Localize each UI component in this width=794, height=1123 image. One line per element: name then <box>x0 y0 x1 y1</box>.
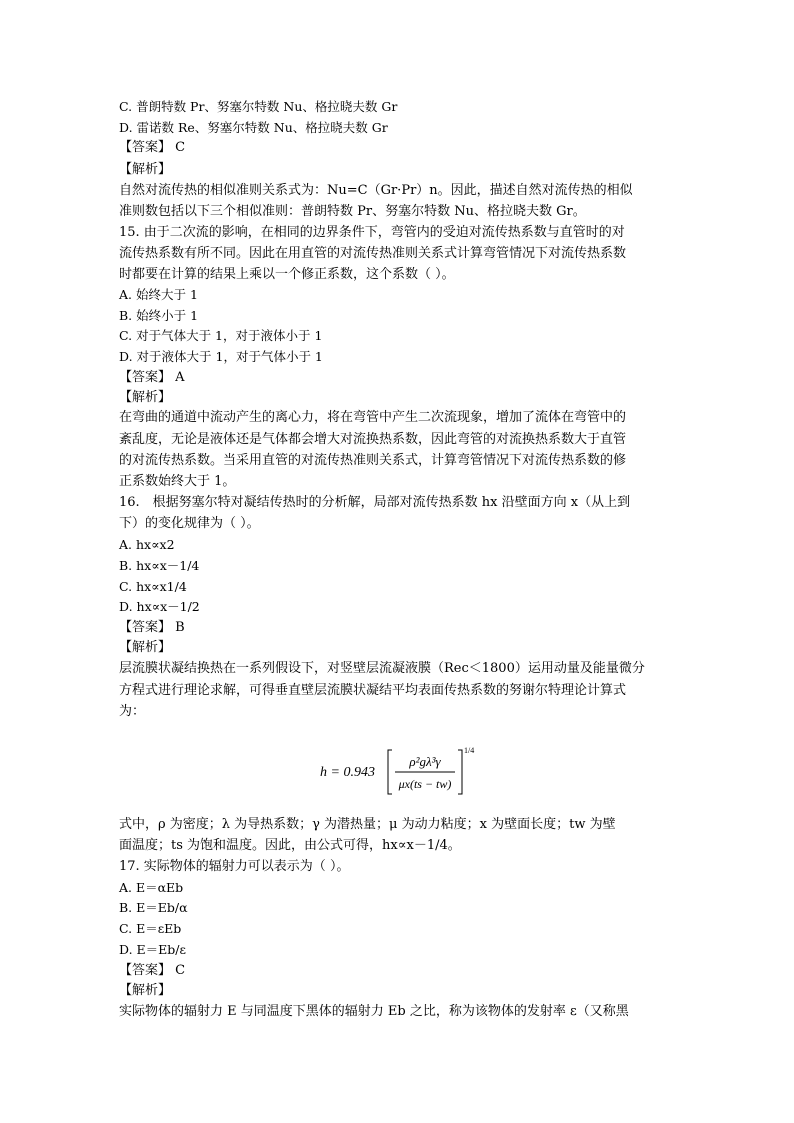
q15-option-b: B. 始终小于 1 <box>119 308 199 323</box>
q15-option-c: C. 对于气体大于 1，对于液体小于 1 <box>119 328 323 343</box>
nusselt-formula <box>318 744 478 800</box>
formula-right-bracket <box>458 750 462 794</box>
q17-option-c: C. E＝εEb <box>119 921 182 936</box>
q16-analysis-after-line-2: 面温度；ts 为饱和温度。因此，由公式可得，hx∝x－1/4。 <box>119 838 461 853</box>
formula-lhs: h = 0.943 <box>320 765 375 780</box>
q15-analysis-line-4: 正系数始终大于 1。 <box>119 474 236 489</box>
q14-option-c: C. 普朗特数 Pr、努塞尔特数 Nu、格拉晓夫数 Gr <box>119 99 398 114</box>
q15-question-line-3: 时都要在计算的结果上乘以一个修正系数，这个系数（ ）。 <box>119 267 455 282</box>
q16-analysis-line-1: 层流膜状凝结换热在一系列假设下，对竖壁层流凝液膜（Rec＜1800）运用动量及能量微分 <box>119 661 645 676</box>
q14-analysis-label: 【解析】 <box>119 162 172 177</box>
q16-option-a: A. hx∝x2 <box>119 537 175 552</box>
q17-option-b: B. E＝Eb/α <box>119 900 188 915</box>
q14-analysis-line-1: 自然对流传热的相似准则关系式为：Nu=C（Gr·Pr）n。因此，描述自然对流传热的相似 <box>119 183 633 198</box>
q15-analysis-line-1: 在弯曲的通道中流动产生的离心力，将在弯管中产生二次流现象，增加了流体在弯管中的 <box>119 410 627 425</box>
q16-option-c: C. hx∝x1/4 <box>119 579 187 594</box>
q15-question-line-2: 流传热系数有所不同。因此在用直管的对流传热准则关系式计算弯管情况下对流传热系数 <box>119 246 627 261</box>
q16-question-line-1: 16. 根据努塞尔特对凝结传热时的分析解，局部对流传热系数 hx 沿壁面方向 x（从上到 <box>119 495 631 510</box>
formula-exponent: 1/4 <box>464 746 475 755</box>
q16-question-line-2: 下）的变化规律为（ ）。 <box>119 516 260 531</box>
formula-denominator: μx(ts − tw) <box>398 777 452 791</box>
q17-option-d: D. E＝Eb/ε <box>119 942 186 957</box>
q16-analysis-line-3: 为： <box>119 704 146 719</box>
formula-left-bracket <box>388 750 392 794</box>
q17-answer: 【答案】 C <box>119 963 186 978</box>
q15-analysis-label: 【解析】 <box>119 390 172 405</box>
q17-analysis-line-1: 实际物体的辐射力 E 与同温度下黑体的辐射力 Eb 之比，称为该物体的发射率 ε（又称黑 <box>119 1004 629 1019</box>
q15-analysis-line-3: 的对流传热系数。当采用直管的对流传热准则关系式，计算弯管情况下对流传热系数的修 <box>119 453 627 468</box>
q14-analysis-line-2: 准则数包括以下三个相似准则：普朗特数 Pr、努塞尔特数 Nu、格拉晓夫数 Gr。 <box>119 204 586 219</box>
q14-answer: 【答案】 C <box>119 140 186 155</box>
q15-answer: 【答案】 A <box>119 370 185 385</box>
q15-option-d: D. 对于液体大于 1，对于气体小于 1 <box>119 349 323 364</box>
formula-numerator: ρ²gλ³γ <box>409 754 441 769</box>
q16-analysis-after-line-1: 式中，ρ 为密度；λ 为导热系数；γ 为潜热量；μ 为动力粘度；x 为壁面长度；tw 为壁 <box>119 817 616 832</box>
q16-analysis-line-2: 方程式进行理论求解，可得垂直壁层流膜状凝结平均表面传热系数的努谢尔特理论计算式 <box>119 683 627 698</box>
q17-analysis-label: 【解析】 <box>119 983 172 998</box>
q17-option-a: A. E＝αEb <box>119 880 184 895</box>
q16-option-d: D. hx∝x－1/2 <box>119 599 200 614</box>
q16-answer: 【答案】 B <box>119 620 185 635</box>
q14-option-d: D. 雷诺数 Re、努塞尔特数 Nu、格拉晓夫数 Gr <box>119 120 388 135</box>
q16-analysis-label: 【解析】 <box>119 640 172 655</box>
q16-option-b: B. hx∝x－1/4 <box>119 558 200 573</box>
q17-question: 17. 实际物体的辐射力可以表示为（ ）。 <box>119 859 350 874</box>
q15-analysis-line-2: 紊乱度，无论是液体还是气体都会增大对流换热系数，因此弯管的对流换热系数大于直管 <box>119 432 627 447</box>
q15-question-line-1: 15. 由于二次流的影响，在相同的边界条件下，弯管内的受迫对流传热系数与直管时的对 <box>119 225 625 240</box>
q15-option-a: A. 始终大于 1 <box>119 287 198 302</box>
